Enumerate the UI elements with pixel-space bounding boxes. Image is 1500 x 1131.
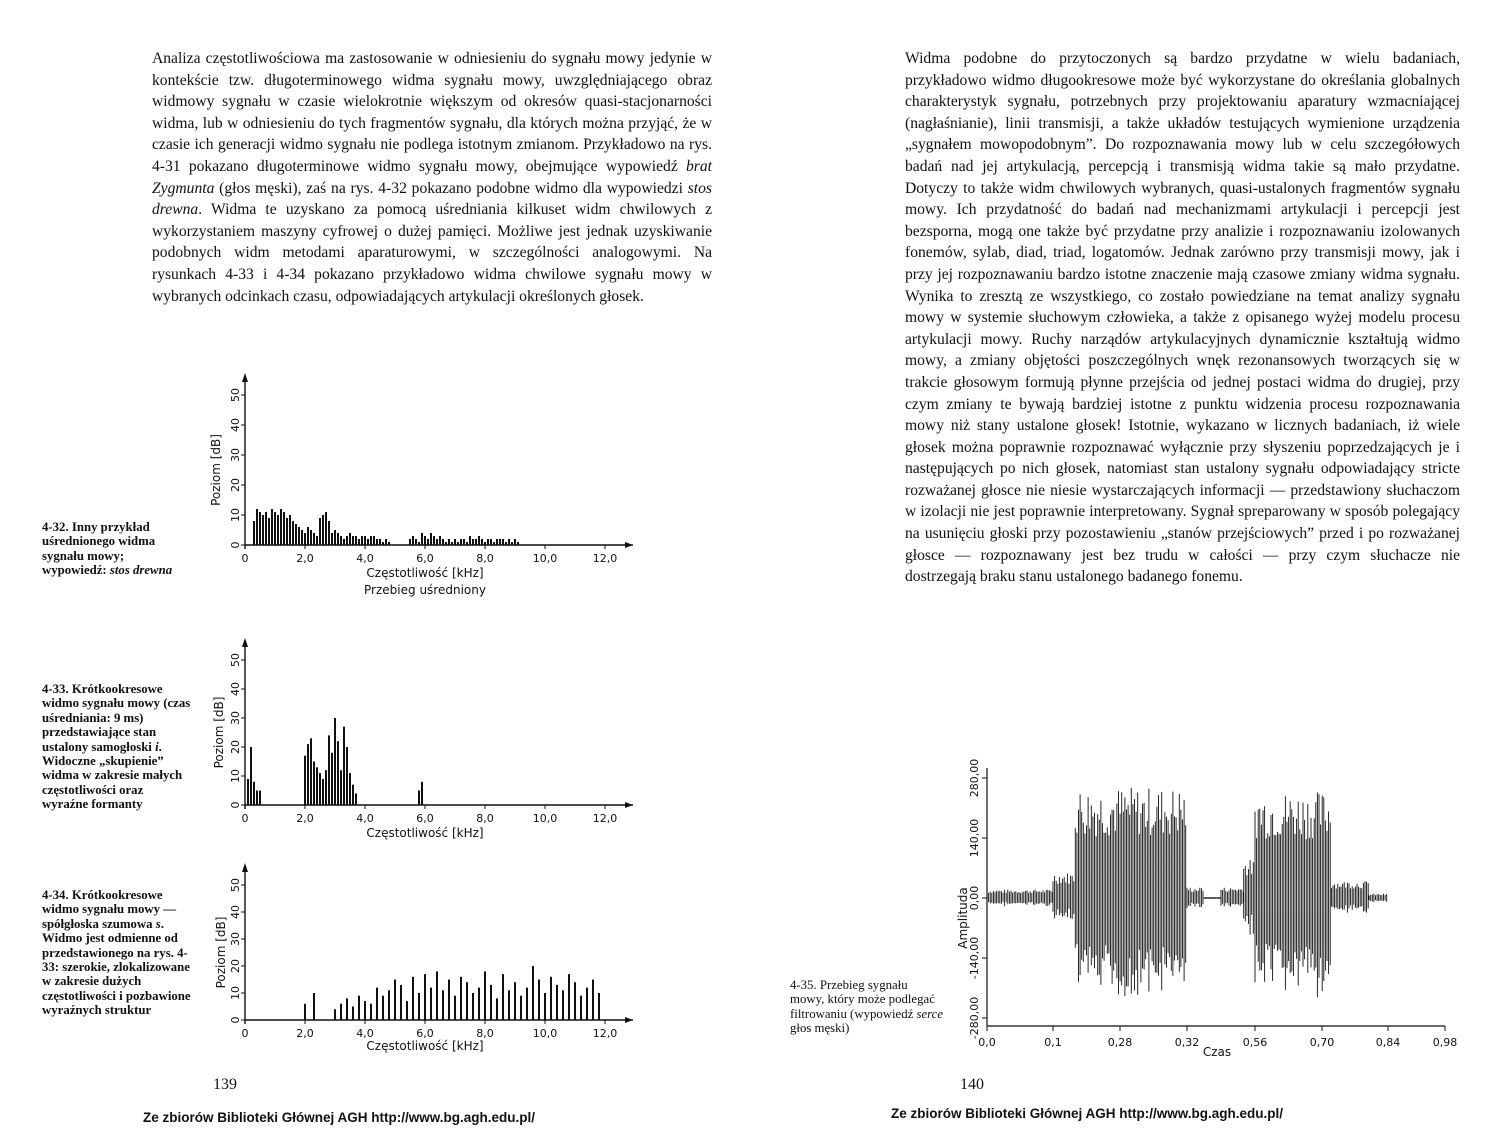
y-tick-label: 50 <box>229 388 242 402</box>
text-run: . Widoczne „skupienie” widma w zakresie małych częstotliwości oraz wyraźne formanty <box>42 739 183 812</box>
x-tick-label: 6,0 <box>416 812 434 825</box>
y-tick-label: 20 <box>229 740 242 754</box>
y-tick-label: 0 <box>229 1016 242 1024</box>
y-tick-label: -280,00 <box>968 996 981 1040</box>
x-tick-label: 6,0 <box>416 552 434 565</box>
text-run: 4-35. Przebieg sygnału mowy, który może podlegać filtrowaniu (wypowiedź <box>790 978 935 1021</box>
x-axis-arrow <box>625 1017 633 1023</box>
y-tick-label: 20 <box>229 478 242 492</box>
italic-text: serce <box>916 1006 944 1021</box>
y-tick-label: 30 <box>229 448 242 462</box>
x-axis-title: Częstotliwość [kHz] <box>366 1039 484 1053</box>
y-tick-label: 0,00 <box>968 885 981 911</box>
y-tick-label: 40 <box>229 418 242 432</box>
y-tick-label: 40 <box>229 905 242 919</box>
x-tick-label: 8,0 <box>476 1027 494 1040</box>
waveform-trace <box>987 788 1387 997</box>
y-tick-label: 10 <box>229 986 242 1000</box>
x-tick-label: 4,0 <box>356 552 374 565</box>
x-tick-label: 0,28 <box>1107 1036 1133 1049</box>
y-tick-label: 30 <box>229 711 242 725</box>
x-tick-label: 2,0 <box>296 552 314 565</box>
x-tick-label: 0,84 <box>1375 1036 1401 1049</box>
y-tick-label: 40 <box>229 682 242 696</box>
italic-text: stos drewna <box>152 179 712 219</box>
x-tick-label: 4,0 <box>356 812 374 825</box>
text-run: . Widmo jest odmienne od przedstawionego na rys. 4-33: szerokie, zlokalizowane w zakresie dużych częstotliwości i pozbawione wyraźnych struktur <box>42 916 191 1018</box>
x-tick-label: 10,0 <box>532 1027 558 1040</box>
x-tick-label: 0 <box>241 1027 249 1040</box>
x-tick-label: 0,0 <box>978 1036 996 1049</box>
x-tick-label: 10,0 <box>532 812 558 825</box>
x-tick-label: 0,1 <box>1044 1036 1062 1049</box>
x-tick-label: 2,0 <box>296 1027 314 1040</box>
italic-text: s <box>155 916 161 931</box>
text-run: Widma podobne do przytoczonych są bardzo przydatne w wielu badaniach, przykładowo widmo długookresowe może być wykorzystane do określania globalnych charakterystyk sygnału, potrzebnych przy projektowaniu aparatury wzmacniającej (nagłaśnianie), linii transmisji, a także układów testujących wymienione urządzenia „sygnałem mowopodobnym”. Do rozpoznawania mowy lub w celu szczegółowych badań nad jej artykulacją, percepcją i transmisją widma takie są mało przydatne. Dotyczy to także widm chwilowych wybranych, quasi-ustalonych fragmentów sygnału mowy. Ich przydatność do badań nad mechanizmami artykulacji i percepcji jest bezsporna, mogą one także być przydatne przy analizie i rozpoznawaniu izolowanych fonemów, sylab, diad, triad, logatomów. Jednak zarówno przy transmisji mowy, jak i przy jej rozpoznawaniu bardzo istotne znaczenie mają czasowe zmiany widma sygnału. Wynika to zresztą ze wszystkiego, co zostało powiedziane na temat analizy sygnału mowy w systemie słuchowym człowieka, a także z opisanego wyżej modelu procesu artykulacji mowy. Ruchy narządów artykulacyjnych dynamicznie kształtują widmo mowy, a zmiany objętości poszczególnych wnęk rezonansowych tworzących się w trakcie głosowym formują płynne przejścia od jednej postaci widma do drugiej, przy czym zmiany te bywają bardziej istotne z punktu widzenia procesu rozpoznawania mowy niż stany ustalone głosek! Istotnie, wykazano w licznych badaniach, iż wiele głosek można poprawnie rozpoznawać wyłącznie przy słyszeniu poprzedzających je i następujących po nich głosek, natomiast stan ustalony sygnału odpowiadający stricte rozważanej głosce nie niesie wystarczających informacji — przedstawiony słuchaczom w izolacji nie jest poprawnie interpretowany. Sygnał spreparowany w sposób polegający na usunięciu głoski przy pozostawieniu „stanów przejściowych” przed i po rozważanej głosce — rozpoznawany jest bez trudu w całości — przy czym słuchacze nie dostrzegają braku stanu ustalonego badanego fonemu. <box>905 50 1460 586</box>
y-tick-label: 0 <box>229 541 242 549</box>
page-number: 139 <box>213 1076 237 1093</box>
x-tick-label: 12,0 <box>592 552 618 565</box>
text-run: 4-34. Krótkookresowe widmo sygnału mowy — spółgłoska szumowa <box>42 888 177 931</box>
y-tick-label: 280,00 <box>968 758 981 798</box>
waveform-chart-4-35 <box>750 0 1500 1131</box>
page-number: 140 <box>960 1076 984 1093</box>
x-tick-label: 2,0 <box>296 812 314 825</box>
x-tick-label: 8,0 <box>476 812 494 825</box>
italic-text: stos drewna <box>109 563 173 578</box>
italic-text: i <box>155 739 159 754</box>
x-tick-label: 0,98 <box>1432 1036 1458 1049</box>
footer-source: Ze zbiorów Biblioteki Głównej AGH http://www.bg.agh.edu.pl/ <box>891 1106 1283 1121</box>
y-axis-title: Poziom [dB] <box>214 916 228 989</box>
y-tick-label: 10 <box>229 769 242 783</box>
right-page <box>750 0 1500 1131</box>
x-tick-label: 0 <box>241 812 249 825</box>
x-tick-label: 12,0 <box>592 1027 618 1040</box>
y-tick-label: 50 <box>229 878 242 892</box>
text-run: . Widma te uzyskano za pomocą uśredniania kilkuset widm chwilowych z wykorzystaniem maszyny cyfrowej o dużej pamięci. Możliwe jest jednak uzyskiwanie podobnych widm metodami aparaturowymi, w szczególności analogowymi. Na rysunkach 4-33 i 4-34 pokazano przykładowo widma chwilowe sygnału mowy w wybranych odcinkach czasu, odpowiadających artykulacji określonych głosek. <box>152 201 712 305</box>
x-tick-label: 12,0 <box>592 812 618 825</box>
x-axis-title: Częstotliwość [kHz] <box>366 566 484 580</box>
x-axis-title: Częstotliwość [kHz] <box>366 826 484 840</box>
x-axis-title: Czas <box>1202 1045 1232 1059</box>
text-run: Analiza częstotliwościowa ma zastosowanie w odniesieniu do sygnału mowy jedynie w kontekście tzw. długoterminowego widma sygnału mowy, uwzględniającego obraz widmowy sygnału w czasie wielokrotnie większym od okresów quasi-stacjonarności widma, lub w odniesieniu do tych fragmentów sygnału, dla których można przyjąć, że w czasie ich generacji widmo sygnału nie podlega istotnym zmianom. Przykładowo na rys. 4-31 pokazano długoterminowe widmo sygnału mowy, obejmujące wypowiedź <box>152 50 712 175</box>
text-run: 4-33. Krótkookresowe widmo sygnału mowy (czas uśredniania: 9 ms) przedstawiające stan ustalony samogłoski <box>42 682 191 754</box>
y-tick-label: 10 <box>229 508 242 522</box>
x-tick-label: 4,0 <box>356 1027 374 1040</box>
y-tick-label: 50 <box>229 653 242 667</box>
y-tick-label: 30 <box>229 932 242 946</box>
x-tick-label: 10,0 <box>532 552 558 565</box>
x-tick-label: 6,0 <box>416 1027 434 1040</box>
y-tick-label: 20 <box>229 959 242 973</box>
y-tick-label: -140,00 <box>968 936 981 980</box>
y-axis-title: Poziom [dB] <box>209 434 223 506</box>
y-tick-label: 0 <box>229 801 242 809</box>
y-axis-title: Poziom [dB] <box>212 696 226 769</box>
x-tick-label: 8,0 <box>476 552 494 565</box>
x-tick-label: 0,32 <box>1174 1036 1200 1049</box>
x-tick-label: 0 <box>241 552 249 565</box>
chart-subtitle: Przebieg uśredniony <box>364 583 486 597</box>
footer-source: Ze zbiorów Biblioteki Głównej AGH http://www.bg.agh.edu.pl/ <box>143 1110 535 1125</box>
y-axis-arrow <box>242 863 248 872</box>
x-tick-label: 0,70 <box>1309 1036 1335 1049</box>
italic-text: brat Zygmunta <box>152 157 712 197</box>
y-axis-title: Amplituda <box>956 887 970 949</box>
x-tick-label: 0,56 <box>1242 1036 1268 1049</box>
text-run: (głos męski), zaś na rys. 4-32 pokazano podobne widmo dla wypowiedzi <box>214 179 688 197</box>
text-run: 4-32. Inny przykład uśrednionego widma sygnału mowy; wypowiedź: <box>42 520 156 578</box>
text-run: głos męski) <box>790 1021 850 1036</box>
y-tick-label: 140,00 <box>968 818 981 858</box>
